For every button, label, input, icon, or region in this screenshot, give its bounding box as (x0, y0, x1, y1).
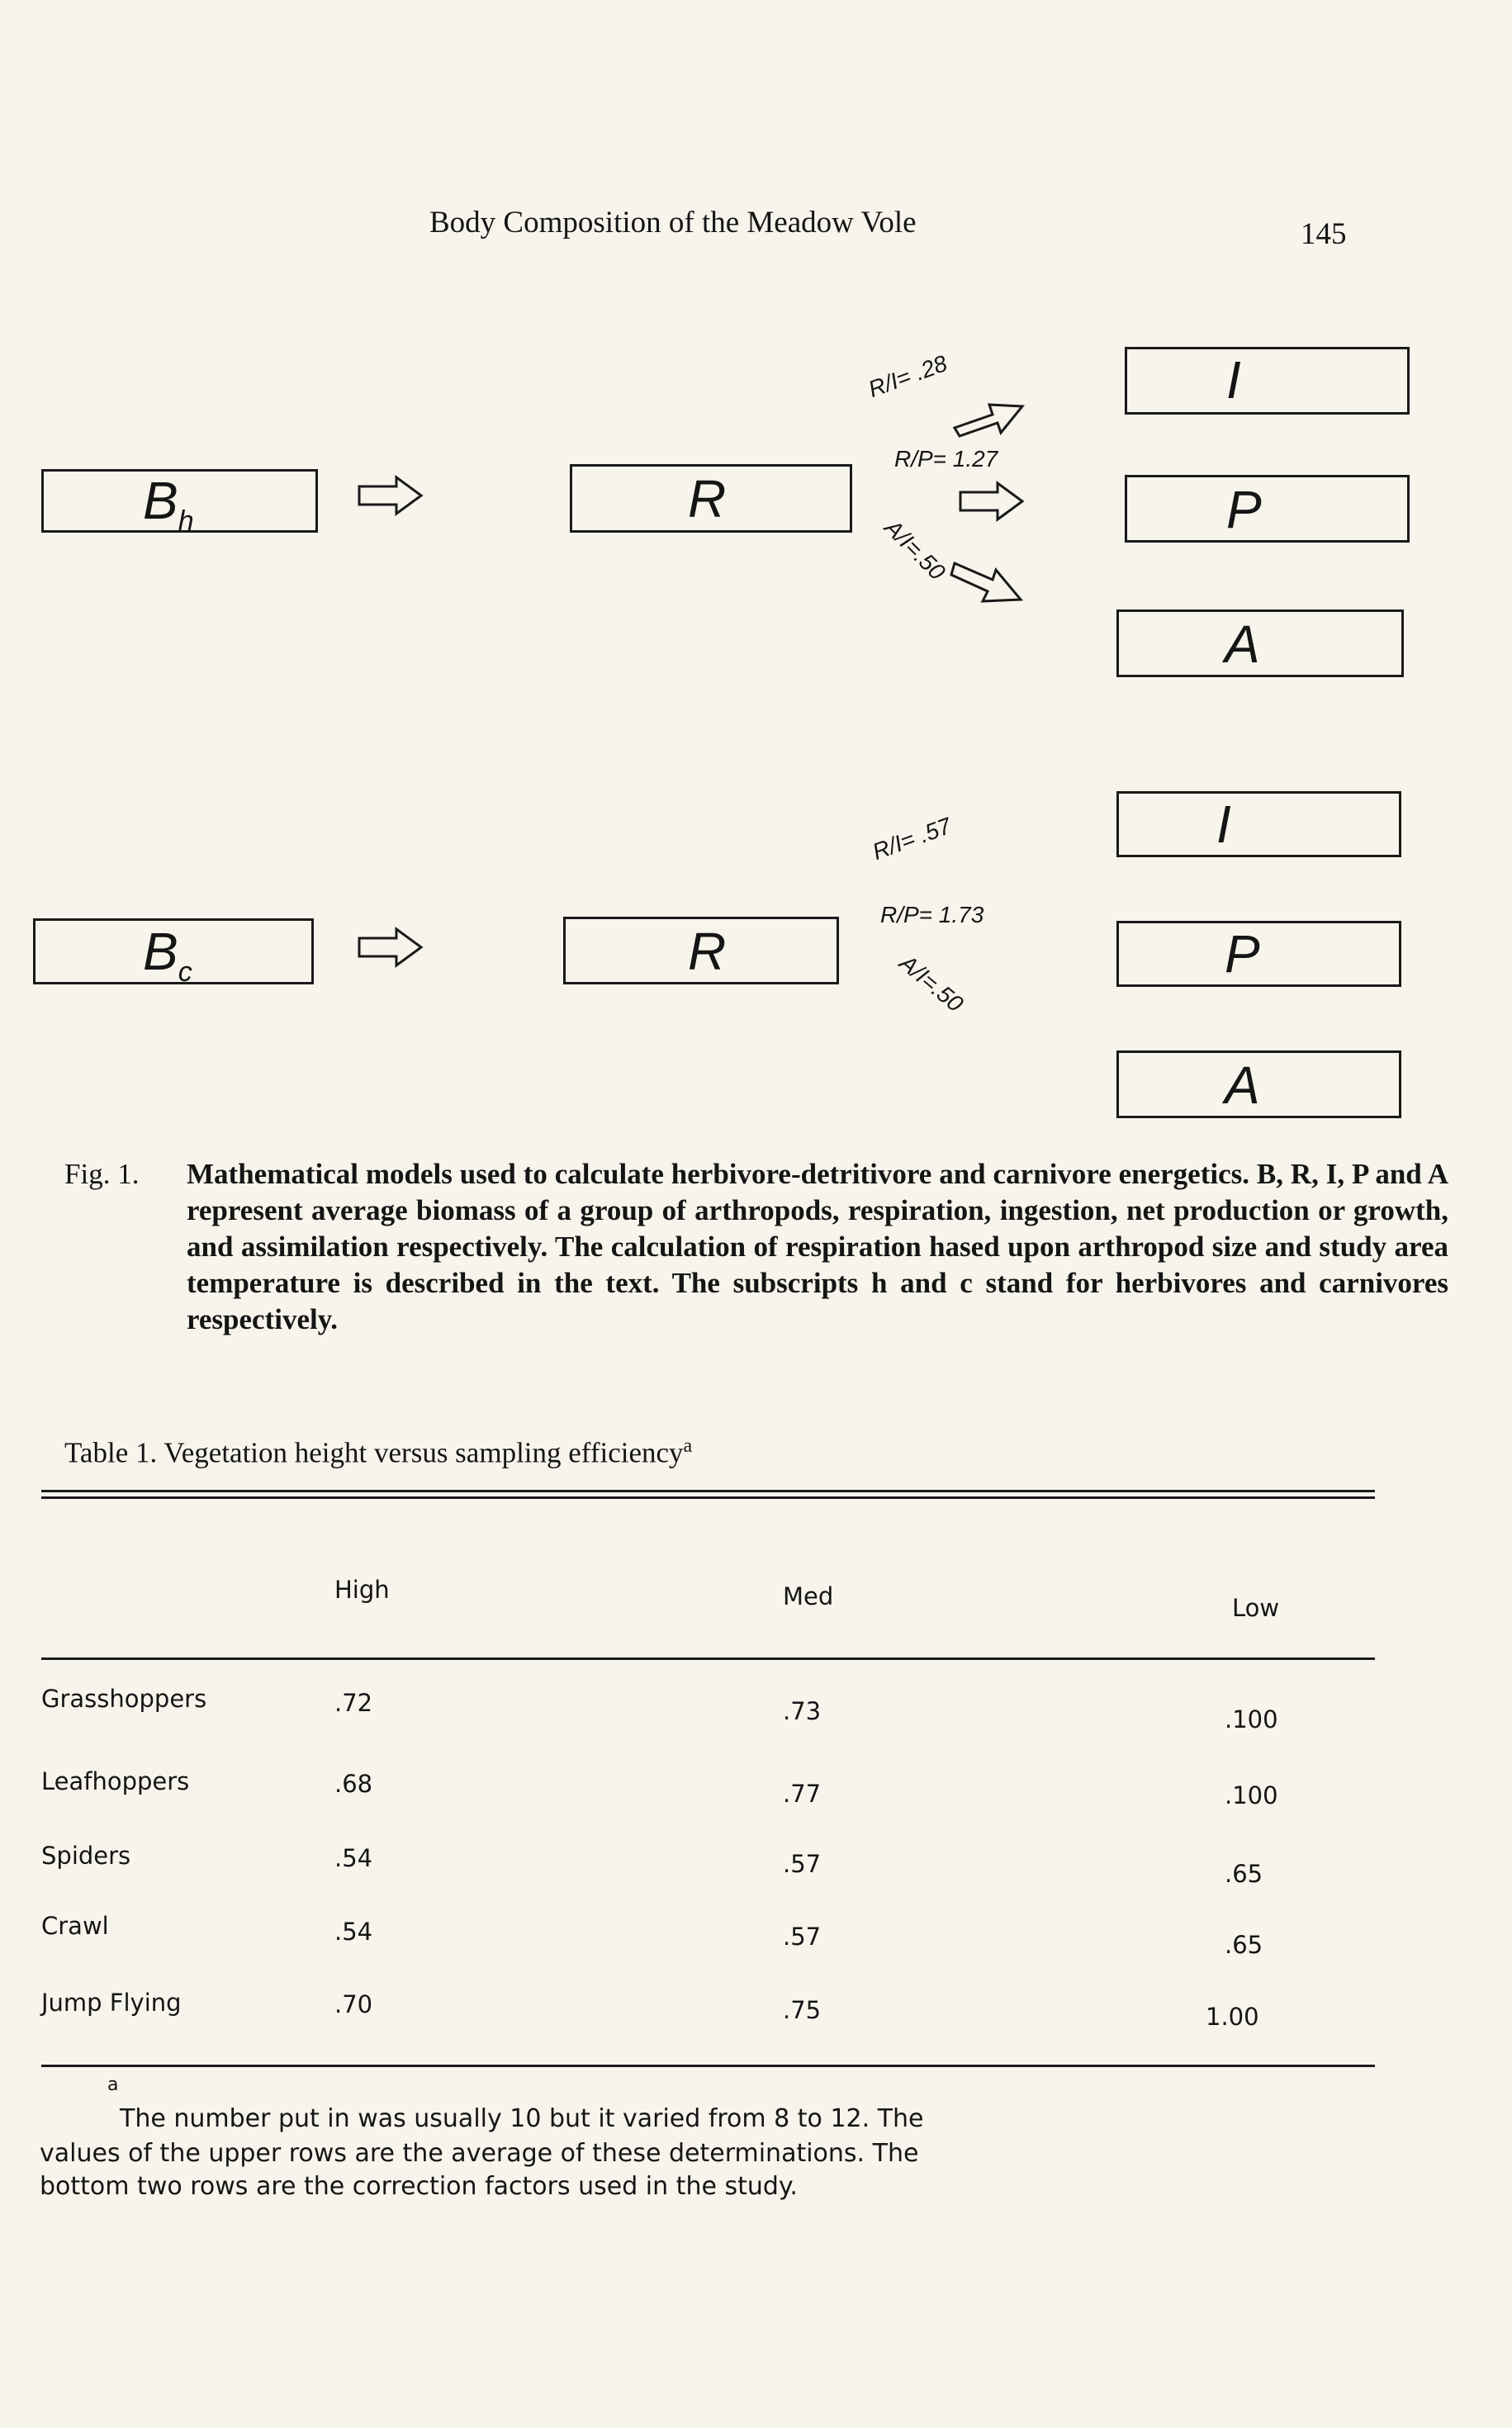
cell-med: .57 (783, 1923, 822, 1951)
box-label: A (1225, 614, 1260, 674)
cell-high: .54 (334, 1918, 373, 1946)
ratio-label: R/I= .28 (865, 350, 950, 402)
cell-high: .54 (334, 1844, 373, 1872)
table-header-rule (41, 1657, 1375, 1660)
arrow-icon (950, 553, 1026, 609)
cell-med: .75 (783, 1996, 822, 2024)
table-top-rule (41, 1490, 1375, 1492)
table-title (64, 1435, 692, 1470)
arrow-icon (357, 927, 424, 968)
cell-low: .65 (1225, 1931, 1263, 1959)
box-label: R (688, 922, 727, 981)
page-number: 145 (1301, 217, 1347, 251)
ratio-label: A/I=.50 (894, 949, 969, 1017)
footnote-line: bottom two rows are the correction factors used in the study. (40, 2172, 798, 2201)
arrow-icon (357, 475, 424, 516)
table-title-superscript: a (683, 1435, 693, 1457)
row-label: Leafhoppers (41, 1767, 190, 1795)
cell-med: .73 (783, 1697, 822, 1725)
ratio-label: R/I= .57 (869, 813, 955, 865)
box-label: A (1225, 1055, 1260, 1115)
arrow-icon (951, 395, 1027, 444)
box-ingestion (1125, 347, 1410, 415)
box-respiration (570, 464, 852, 533)
column-header-low: Low (1232, 1594, 1280, 1622)
ratio-label: R/P= 1.73 (880, 902, 984, 927)
box-label: P (1226, 480, 1262, 539)
cell-high: .70 (334, 1990, 373, 2018)
column-header-med: Med (783, 1582, 834, 1610)
box-biomass-carnivore (33, 918, 314, 988)
row-label: Spiders (41, 1842, 131, 1870)
arrow-icon (958, 481, 1026, 522)
figure-caption-text: Mathematical models used to calculate herbivore-detritivore and carnivore energetics. B, R, I, P and A represent average biomass of a group of arthropods, respiration, ingestion, net production or growth, and assimilation respectively. The calculation of respiration hased upon arthropod size and study area temperature is described in the text. The subscripts h and c stand for herbivores and carnivores respectively. (187, 1158, 1448, 1335)
box-label: $B_h$ (143, 471, 194, 537)
box-assimilation (1116, 609, 1404, 677)
cell-low: .100 (1225, 1705, 1278, 1733)
running-header-title: Body Composition of the Meadow Vole (429, 206, 917, 239)
figure-caption-label: Fig. 1. (64, 1158, 140, 1190)
cell-low: 1.00 (1206, 2003, 1259, 2031)
cell-low: .65 (1225, 1860, 1263, 1888)
box-production (1125, 475, 1410, 543)
table-title-text: Table 1. Vegetation height versus sampling efficiency (64, 1436, 684, 1469)
box-respiration (563, 917, 839, 984)
cell-med: .57 (783, 1850, 822, 1878)
footnote-mark: a (107, 2075, 119, 2095)
box-ingestion (1116, 791, 1401, 857)
box-label: I (1226, 350, 1241, 410)
cell-low: .100 (1225, 1781, 1278, 1809)
ratio-label: A/I=.50 (879, 515, 950, 586)
row-label: Crawl (41, 1912, 109, 1940)
cell-high: .72 (334, 1689, 373, 1717)
row-label: Jump Flying (41, 1989, 182, 2017)
box-assimilation (1116, 1050, 1401, 1118)
box-label: P (1225, 924, 1260, 984)
ratio-label: R/P= 1.27 (894, 446, 998, 472)
table-bottom-rule (41, 2065, 1375, 2067)
box-label: I (1216, 794, 1231, 854)
row-label: Grasshoppers (41, 1685, 207, 1713)
cell-high: .68 (334, 1770, 373, 1798)
cell-med: .77 (783, 1780, 822, 1808)
box-biomass-herbivore (41, 469, 318, 537)
box-production (1116, 921, 1401, 987)
footnote-line: The number put in was usually 10 but it varied from 8 to 12. The (120, 2104, 924, 2133)
box-label: $B_c$ (143, 922, 192, 988)
column-header-high: High (334, 1576, 390, 1604)
box-label: R (688, 469, 727, 529)
table-top-rule-second (41, 1496, 1375, 1499)
footnote-line: values of the upper rows are the average of these determinations. The (40, 2139, 919, 2168)
